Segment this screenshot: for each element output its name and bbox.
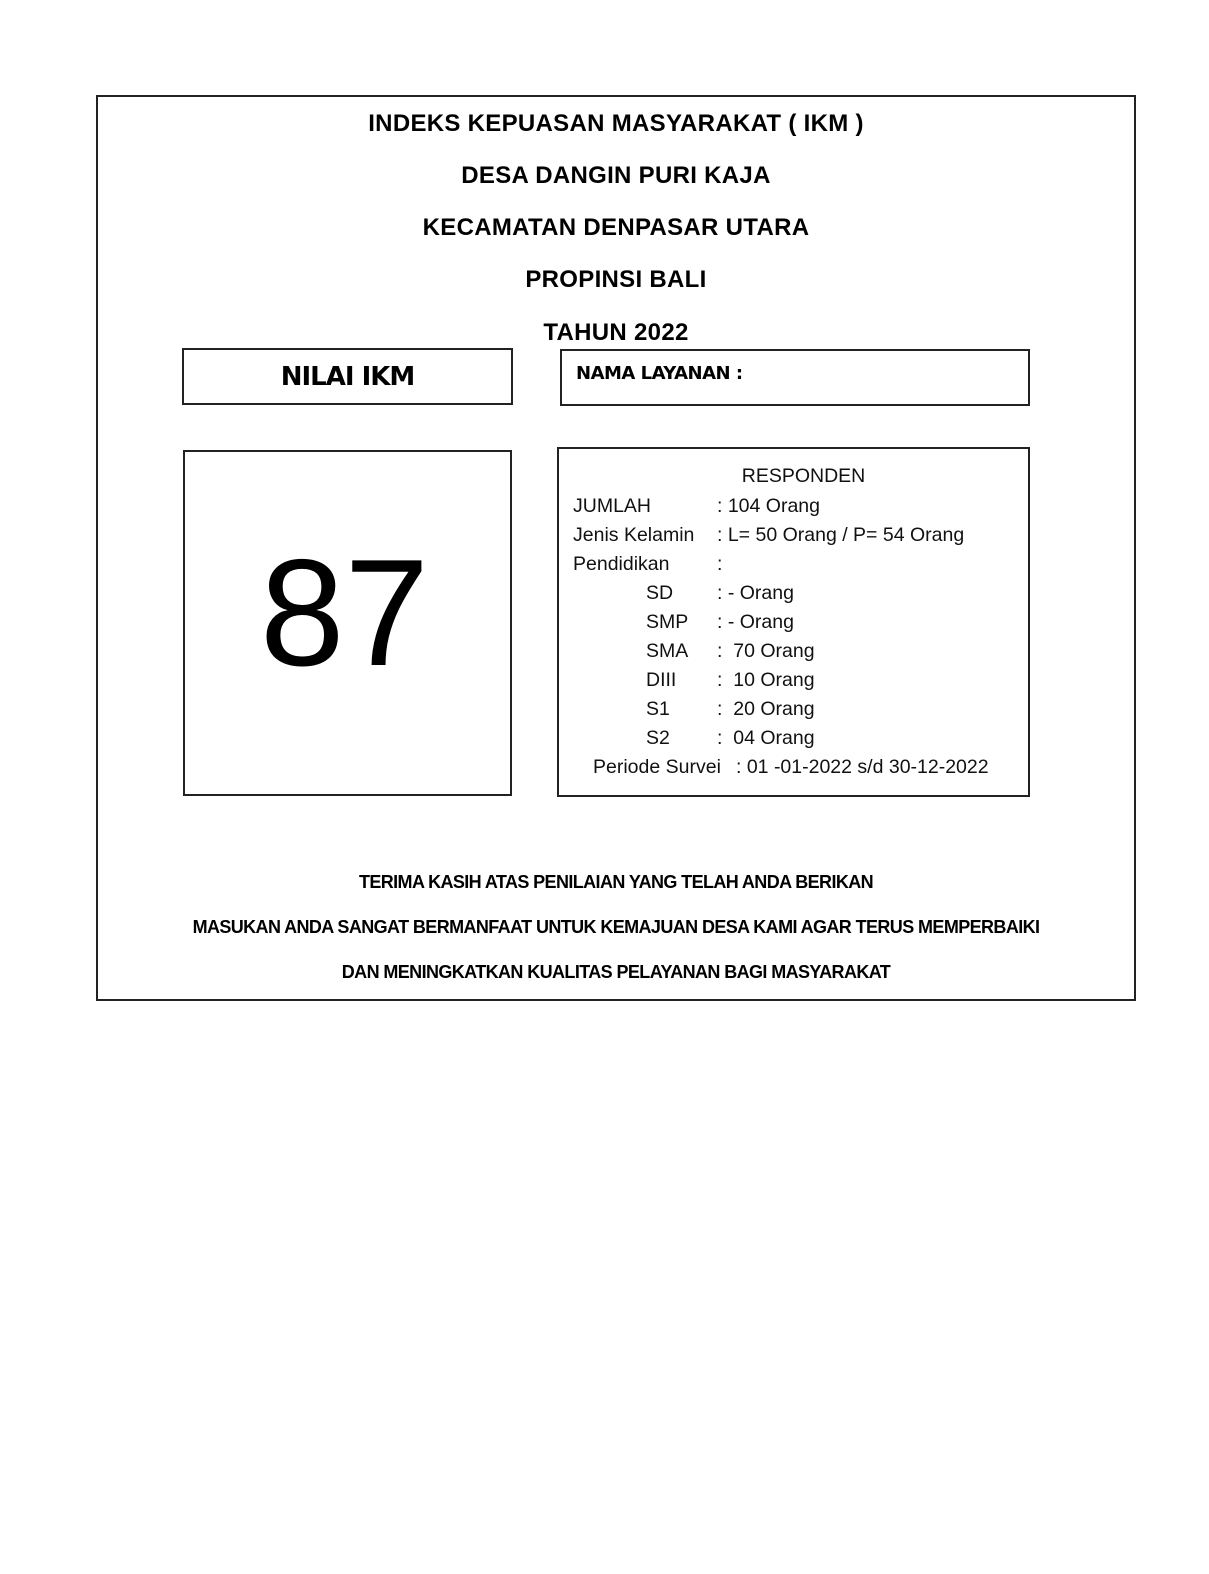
row-value: : L= 50 Orang / P= 54 Orang	[717, 524, 965, 546]
row-label: Pendidikan	[573, 553, 670, 575]
row-label: S1	[646, 698, 670, 720]
row-value: : 70 Orang	[717, 640, 815, 662]
periode-label: Periode Survei	[593, 756, 721, 778]
row-label: S2	[646, 727, 670, 749]
row-value: : 04 Orang	[717, 727, 815, 749]
row-label: JUMLAH	[573, 495, 652, 517]
nama-layanan-label: NAMA LAYANAN :	[576, 363, 743, 384]
ikm-score-value: 87	[259, 528, 430, 698]
responden-title: RESPONDEN	[741, 465, 866, 487]
village-name: DESA DANGIN PURI KAJA	[461, 162, 771, 189]
province-name: PROPINSI BALI	[525, 266, 707, 293]
row-value: : - Orang	[717, 582, 794, 604]
responden-box	[557, 447, 1030, 797]
row-value: : 10 Orang	[717, 669, 815, 691]
nama-layanan-box	[560, 349, 1030, 406]
footer-thanks: TERIMA KASIH ATAS PENILAIAN YANG TELAH ANDA BERIKAN	[358, 872, 874, 892]
row-label: DIII	[646, 669, 677, 691]
district-name: KECAMATAN DENPASAR UTARA	[422, 214, 810, 241]
ikm-score-box	[183, 450, 512, 796]
row-label: SMP	[646, 611, 689, 633]
row-value: : 104 Orang	[717, 495, 820, 517]
footer-message-2: DAN MENINGKATKAN KUALITAS PELAYANAN BAGI MASYARAKAT	[341, 962, 891, 982]
footer-message-1: MASUKAN ANDA SANGAT BERMANFAAT UNTUK KEMAJUAN DESA KAMI AGAR TERUS MEMPERBAIKI	[192, 917, 1040, 937]
year-label: TAHUN 2022	[543, 319, 689, 346]
document-title: INDEKS KEPUASAN MASYARAKAT ( IKM )	[368, 110, 864, 137]
nilai-ikm-label-box	[182, 348, 513, 405]
row-label: SMA	[646, 640, 689, 662]
row-label: SD	[646, 582, 674, 604]
row-value: :	[717, 553, 723, 575]
periode-value: : 01 -01-2022 s/d 30-12-2022	[736, 756, 989, 778]
row-label: Jenis Kelamin	[573, 524, 695, 546]
nilai-ikm-label: NILAI IKM	[280, 361, 415, 392]
row-value: : - Orang	[717, 611, 794, 633]
row-value: : 20 Orang	[717, 698, 815, 720]
ikm-document-frame	[96, 95, 1136, 1001]
